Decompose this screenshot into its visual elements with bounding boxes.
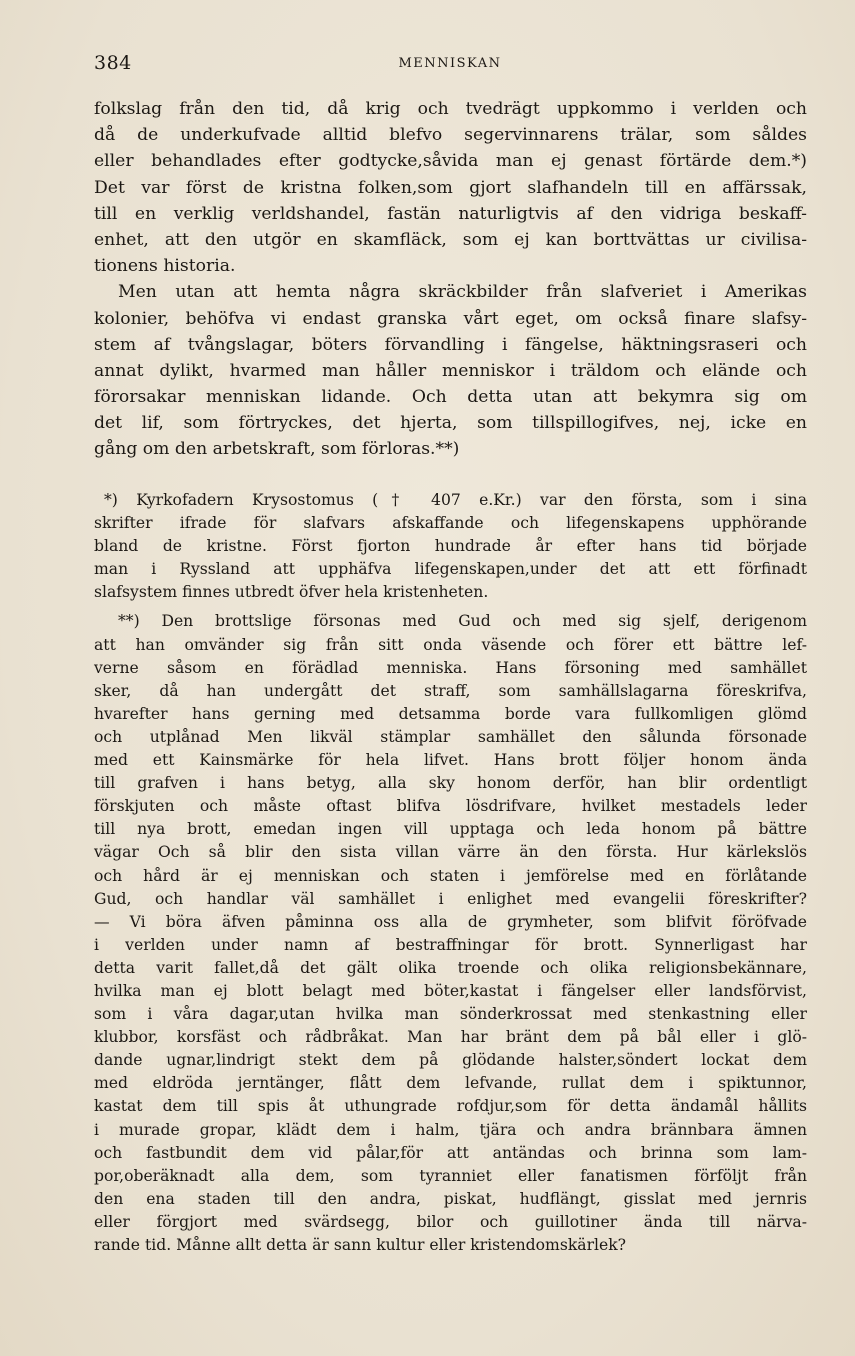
- footnotes: [94, 489, 807, 1257]
- footnote-1: [94, 489, 807, 604]
- footnote-line: den ena staden till den andra, piskat, hudflängt, gisslat med jernris: [94, 1189, 807, 1208]
- text-line: folkslag från den tid, då krig och tvedrägt uppkommo i verlden och: [94, 99, 807, 119]
- footnote-line: med ett Kainsmärke för hela lifvet. Hans brott följer honom ända: [94, 751, 807, 770]
- footnote-line: vägar Och så blir den sista villan värre än den första. Hur kärlekslös: [94, 843, 807, 862]
- footnote-line: por,oberäknadt alla dem, som tyranniet eller fanatismen förföljt från: [94, 1166, 807, 1185]
- text-line: eller behandlades efter godtycke,såvida man ej genast förtärde dem.*): [94, 151, 807, 172]
- footnote-line: — Vi böra äfven påminna oss alla de grymheter, som blifvit föröfvade: [94, 912, 807, 931]
- footnote-line: man i Ryssland att upphäfva lifegenskapen,under det att ett förfinadt: [94, 560, 807, 579]
- footnote-line: *) Kyrkofadern Krysostomus († 407 e.Kr.) var den första, som i sina: [104, 491, 807, 509]
- text-line: annat dylikt, hvarmed man håller menniskor i träldom och elände och: [94, 360, 807, 381]
- footnote-line: eller förgjort med svärdsegg, bilor och guillotiner ända till närva-: [94, 1212, 807, 1231]
- footnote-line: **) Den brottslige försonas med Gud och med sig sjelf, derigenom: [118, 612, 807, 631]
- running-title: MENNISKAN: [398, 56, 502, 71]
- text-line: tionens historia.: [94, 256, 236, 277]
- text-line: det lif, som förtryckes, det hjerta, som tillspillogifves, nej, icke en: [94, 413, 807, 434]
- footnote-line: kastat dem till spis åt uthungrade rofdjur,som för detta ändamål hållits: [94, 1097, 807, 1116]
- footnote-line: detta varit fallet,då det gält olika troende och olika religionsbekännare,: [94, 958, 807, 977]
- footnote-line: dande ugnar,lindrigt stekt dem på glödande halster,söndert lockat dem: [94, 1051, 807, 1070]
- footnote-line: verne såsom en förädlad menniska. Hans försoning med samhället: [94, 658, 807, 677]
- text-line: förorsakar menniskan lidande. Och detta utan att bekymra sig om: [94, 387, 807, 408]
- footnote-line: klubbor, korsfäst och rådbråkat. Man har bränt dem på bål eller i glö-: [94, 1028, 807, 1047]
- text-line: då de underkufvade alltid blefvo segervinnarens trälar, som såldes: [94, 125, 807, 146]
- footnote-line: skrifter ifrade för slafvars afskaffande och lifegenskapens upphörande: [94, 514, 807, 533]
- footnote-line: i murade gropar, klädt dem i halm, tjära och andra brännbara ämnen: [94, 1120, 807, 1139]
- footnote-line: som i våra dagar,utan hvilka man sönderkrossat med stenkastning eller: [94, 1005, 807, 1024]
- footnote-line: förskjuten och måste oftast blifva lösdrifvare, hvilket mestadels leder: [94, 797, 807, 816]
- footnote-line: hvilka man ej blott belagt med böter,kastat i fängelser eller landsförvist,: [94, 981, 807, 1000]
- page-header: [94, 52, 806, 82]
- text-line: till en verklig verldshandel, fastän naturligtvis af den vidriga beskaff-: [94, 203, 807, 224]
- footnote-line: till grafven i hans betyg, alla sky honom derför, han blir ordentligt: [94, 774, 807, 793]
- text-line: stem af tvångslagar, böters förvandling i fängelse, häktningsraseri och: [94, 334, 807, 355]
- footnote-line: rande tid. Månne allt detta är sann kultur eller kristendomskärlek?: [94, 1236, 627, 1254]
- text-line: kolonier, behöfva vi endast granska vårt eget, om också finare slafsy-: [94, 308, 807, 329]
- text-line: enhet, att den utgör en skamfläck, som ej kan borttvättas ur civilisa-: [94, 229, 807, 250]
- footnote-line: och utplånad Men likväl stämplar samhället den sålunda försonade: [94, 727, 807, 746]
- footnote-line: slafsystem finnes utbredt öfver hela kristenheten.: [94, 583, 489, 602]
- footnote-line: att han omvänder sig från sitt onda väsende och förer ett bättre lef-: [94, 635, 807, 654]
- footnote-line: med eldröda jerntänger, flått dem lefvande, rullat dem i spiktunnor,: [94, 1074, 807, 1093]
- footnote-line: och fastbundit dem vid pålar,för att antändas och brinna som lam-: [94, 1143, 807, 1162]
- footnote-line: bland de kristne. Först fjorton hundrade år efter hans tid började: [94, 537, 807, 556]
- footnote-line: och hård är ej menniskan och staten i jemförelse med en förlåtande: [94, 866, 807, 885]
- footnote-line: Gud, och handlar väl samhället i enlighet med evangelii föreskrifter?: [94, 889, 807, 908]
- text-line: gång om den arbetskraft, som förloras.**): [94, 439, 460, 460]
- main-text-block: [94, 96, 807, 463]
- footnote-line: hvarefter hans gerning med detsamma borde vara fullkomligen glömd: [94, 704, 807, 723]
- text-line: Men utan att hemta några skräckbilder från slafveriet i Amerikas: [118, 282, 807, 303]
- text-line: Det var först de kristna folken,som gjort slafhandeln till en affärssak,: [94, 177, 807, 198]
- page-number: 384: [94, 52, 132, 74]
- footnote-line: till nya brott, emedan ingen vill upptaga och leda honom på bättre: [94, 820, 807, 839]
- footnote-2: [94, 610, 807, 1257]
- footnote-line: i verlden under namn af bestraffningar för brott. Synnerligast har: [94, 935, 807, 954]
- footnote-line: sker, då han undergått det straff, som samhällslagarna föreskrifva,: [94, 681, 807, 700]
